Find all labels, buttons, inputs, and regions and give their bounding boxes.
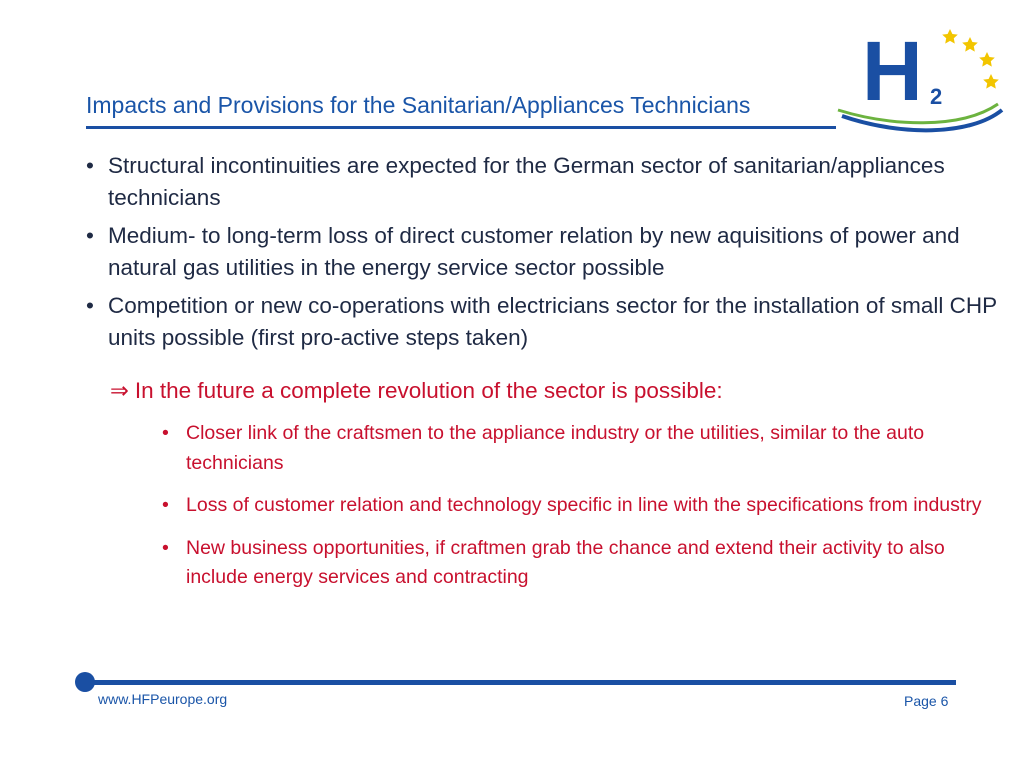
h2-logo xyxy=(820,18,1020,133)
sub-bullet-text: Loss of customer relation and technology specific in line with the specifications from industry xyxy=(186,494,982,516)
implies-arrow-icon: ⇒ xyxy=(110,378,129,403)
bullet-dot-icon: • xyxy=(162,494,169,516)
bullet-text: Competition or new co-operations with electricians sector for the installation of small CHP units possible (first pro-active steps taken) xyxy=(108,293,997,350)
slide-title: Impacts and Provisions for the Sanitarian/Appliances Technicians xyxy=(86,92,751,118)
sub-bullet-text: Closer link of the craftsmen to the appliance industry or the utilities, similar to the auto technicians xyxy=(186,422,925,474)
sub-bullet-item xyxy=(162,419,982,478)
logo-stars xyxy=(942,29,999,89)
conclusion-text: In the future a complete revolution of the sector is possible: xyxy=(134,378,723,403)
title-underline xyxy=(86,126,836,129)
bullet-dot-icon: • xyxy=(162,422,169,444)
logo-letter-h: H xyxy=(862,24,923,118)
logo-subscript-2: 2 xyxy=(930,84,943,109)
star-icon xyxy=(942,29,958,44)
sub-bullet-item xyxy=(162,534,982,593)
star-icon xyxy=(962,37,978,52)
footer-url[interactable]: www.HFPeurope.org xyxy=(98,691,228,707)
bullet-item xyxy=(86,220,1016,284)
bullet-dot-icon: • xyxy=(86,293,94,318)
page-number: Page 6 xyxy=(904,693,949,709)
bullet-item xyxy=(86,150,1016,214)
bullet-dot-icon: • xyxy=(86,223,94,248)
main-bullet-list xyxy=(86,150,1016,360)
sub-bullet-text: New business opportunities, if craftmen grab the chance and extend their activity to also include energy services and contracting xyxy=(186,536,945,588)
star-icon xyxy=(979,52,995,67)
bullet-dot-icon: • xyxy=(162,536,169,559)
sub-bullet-item xyxy=(162,491,982,521)
sub-bullet-list xyxy=(162,419,982,606)
bullet-text: Medium- to long-term loss of direct customer relation by new aquisitions of power and natural gas utilities in the energy service sector possible xyxy=(108,223,960,280)
conclusion-line xyxy=(110,378,723,404)
bullet-text: Structural incontinuities are expected for the German sector of sanitarian/appliances technicians xyxy=(108,153,945,210)
bullet-item xyxy=(86,290,1016,354)
star-icon xyxy=(983,74,999,89)
footer-rule xyxy=(86,680,956,685)
bullet-dot-icon: • xyxy=(86,153,94,178)
